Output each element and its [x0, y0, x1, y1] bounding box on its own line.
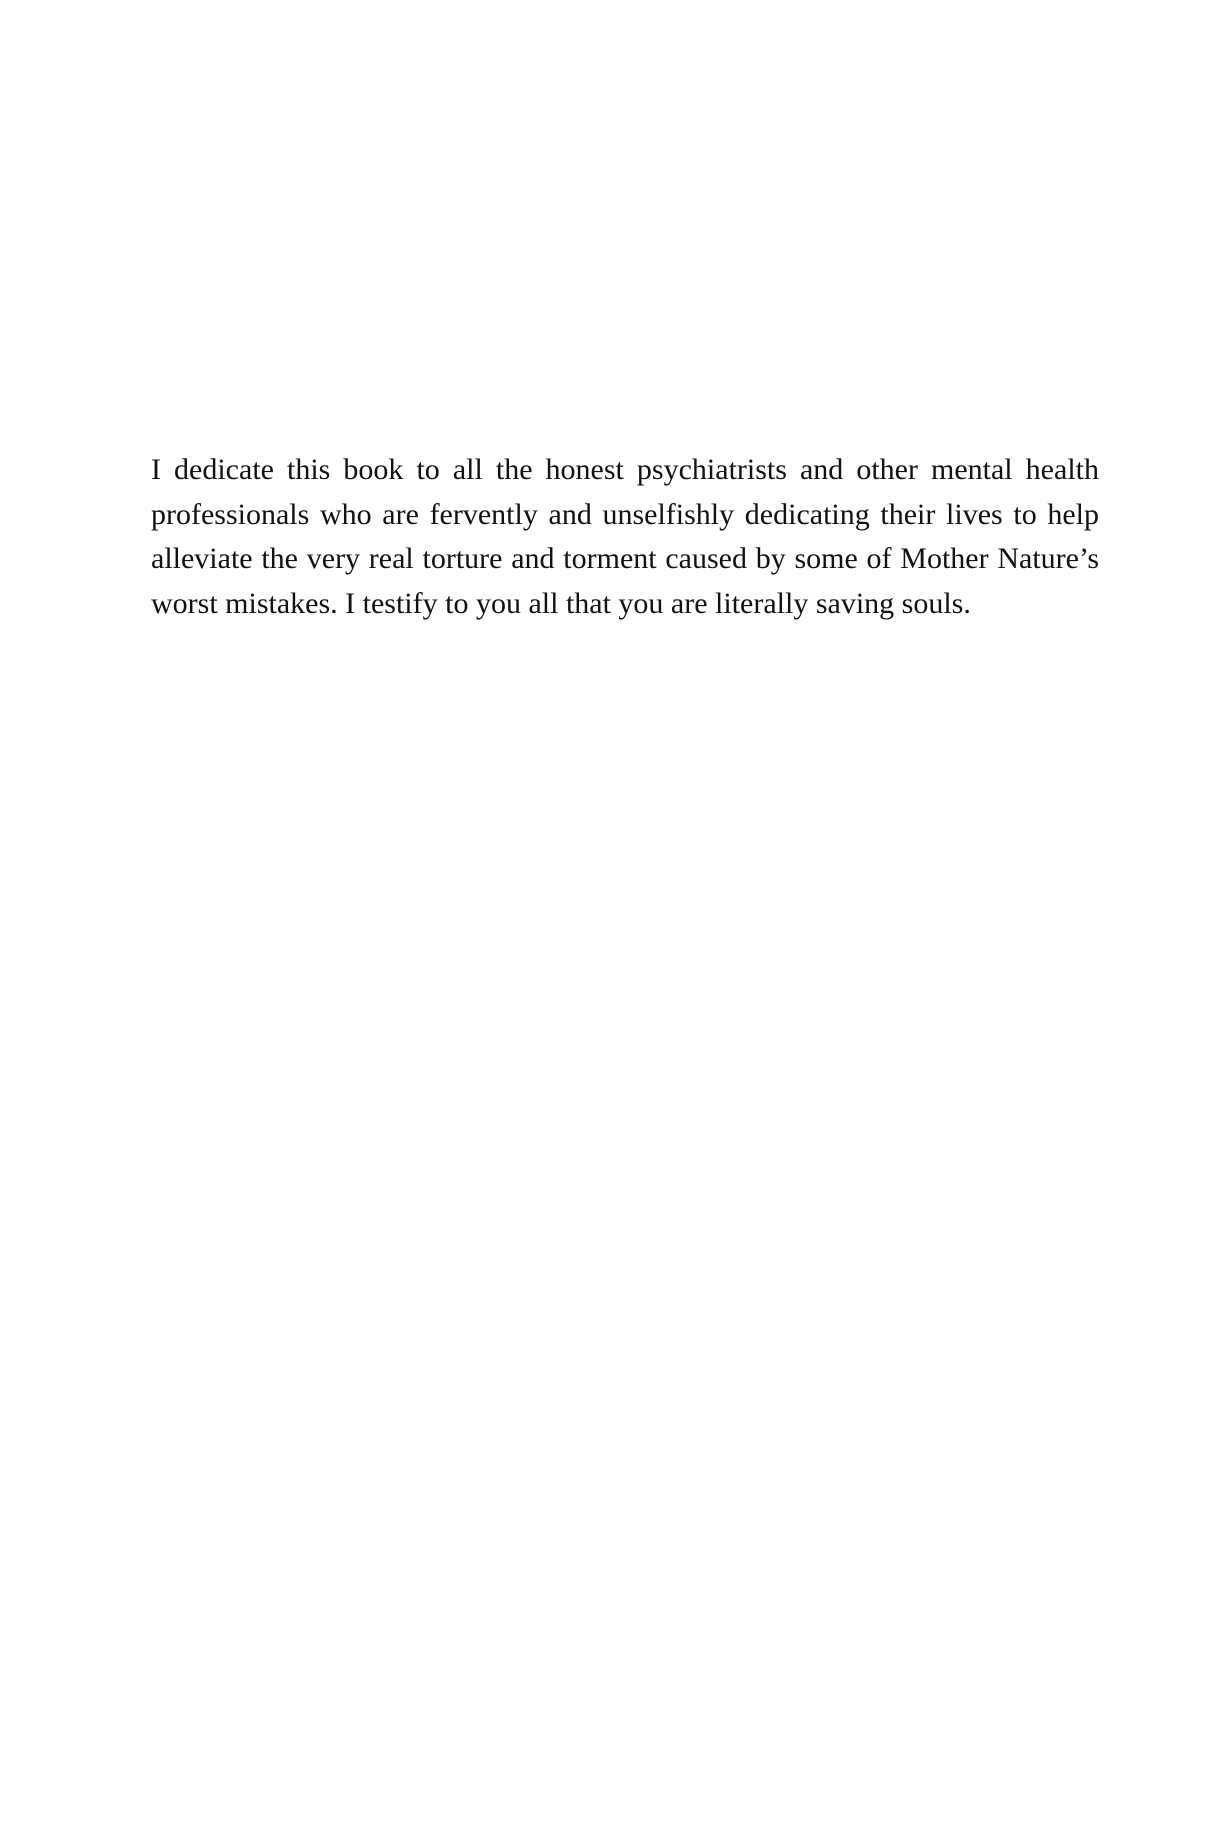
dedication-paragraph: I dedicate this book to all the honest psychiatrists and other mental health professionals who are fervently and unselfishly dedicating their lives to help alleviate the very real torture and torment caused by some of Mother Nature’s worst mistakes. I testify to you all that you are literally saving souls.: [151, 453, 1099, 620]
